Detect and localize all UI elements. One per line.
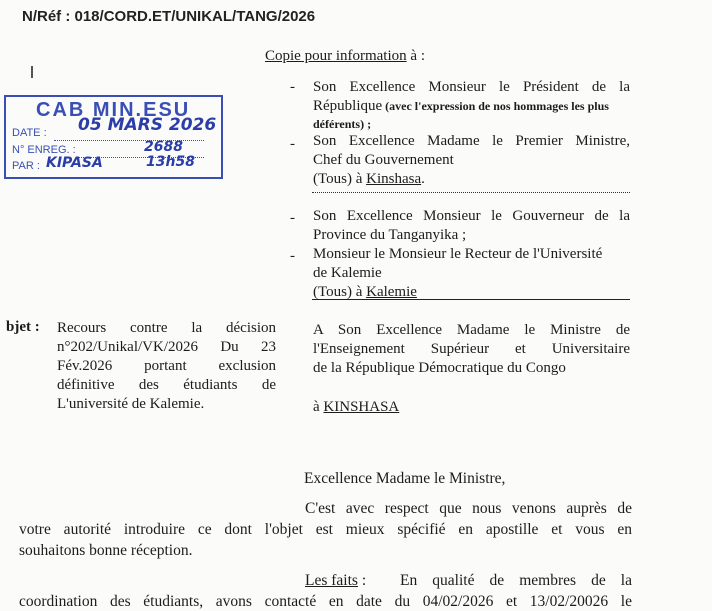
reception-stamp <box>4 95 223 179</box>
faits-colon: : <box>357 572 367 589</box>
bullet-dash: - <box>290 210 295 226</box>
recipient-line: Province du Tanganyika ; <box>313 227 467 243</box>
dotted-separator <box>312 192 630 193</box>
paragraph-line: C'est avec respect que nous venons auprès de <box>305 500 632 517</box>
bullet-dash: - <box>290 248 295 264</box>
recipient-line: Chef du Gouvernement <box>313 152 454 168</box>
addressee-line: de la République Démocratique du Congo <box>313 360 566 376</box>
recipient-line: . <box>421 171 425 187</box>
margin-mark <box>31 66 33 78</box>
objet-line: Recours contre la décision <box>57 320 276 336</box>
stamp-enreg-value: 2688 <box>144 139 183 155</box>
bullet-dash: - <box>290 136 295 152</box>
recipient-place: Kalemie <box>366 284 417 300</box>
recipient-place: Kinshasa <box>366 171 422 187</box>
stamp-title: CAB MIN.ESU <box>36 99 191 121</box>
stamp-date-label: DATE : <box>12 127 47 139</box>
recipient-line: Son Excellence Monsieur le Gouverneur de la <box>313 208 630 224</box>
recipient-note-end: déférents) ; <box>313 117 372 131</box>
objet-line: définitive des étudiants de <box>57 377 276 393</box>
paragraph-line: votre autorité introduire ce dont l'objet est mieux spécifié en apostille et vous en <box>19 521 632 538</box>
recipient-line: Son Excellence Madame le Premier Ministre, <box>313 133 630 149</box>
recipient-note: (avec l'expression de nos hommages les plus <box>382 99 609 113</box>
reference-number: N/Réf : 018/CORD.ET/UNIKAL/TANG/2026 <box>22 8 316 25</box>
recipient-line: République <box>313 98 383 114</box>
addressee-line: l'Enseignement Supérieur et Universitaire <box>313 341 630 357</box>
addressee-city-name: KINSHASA <box>323 399 400 415</box>
stamp-time-value: 13h58 <box>146 154 195 170</box>
copy-recipient-president <box>313 78 630 132</box>
copy-heading-label: Copie pour information <box>265 48 407 64</box>
faits-label: Les faits <box>305 572 358 589</box>
recipient-line: (Tous) à <box>313 171 367 187</box>
paragraph-line: En qualité de membres de la <box>400 572 632 589</box>
stamp-enreg-label: N° ENREG. : <box>12 144 76 156</box>
recipient-line: Monsieur le Monsieur le Recteur de l'Université <box>313 246 603 262</box>
objet-label: bjet : <box>6 319 40 335</box>
recipient-line: de Kalemie <box>313 265 382 281</box>
copy-heading <box>265 48 425 65</box>
stamp-date-value: 05 MARS 2026 <box>78 115 217 135</box>
objet-line: Fév.2026 portant exclusion <box>57 358 276 374</box>
faits-heading <box>305 572 366 590</box>
objet-text <box>57 319 276 414</box>
recipient-line: Son Excellence Monsieur le Président de la <box>313 79 630 95</box>
addressee-city <box>313 399 399 416</box>
paragraph-line: coordination des étudiants, avons contacté en date du 04/02/2026 et 13/02/20026 le <box>19 593 632 610</box>
copy-recipient-governor <box>313 207 630 245</box>
objet-line: n°202/Unikal/VK/2026 Du 23 <box>57 339 276 355</box>
paragraph-line: souhaitons bonne réception. <box>19 542 193 559</box>
recipient-line: (Tous) à <box>313 284 367 300</box>
stamp-par-label: PAR : <box>12 160 40 172</box>
objet-line: L'université de Kalemie. <box>57 396 205 412</box>
copy-heading-tail: à : <box>406 48 425 64</box>
addressee-line: A Son Excellence Madame le Ministre de <box>313 322 630 338</box>
salutation: Excellence Madame le Ministre, <box>304 470 506 487</box>
solid-separator <box>312 299 630 300</box>
copy-recipient-prime-minister <box>313 132 630 189</box>
copy-recipient-rector <box>313 245 602 302</box>
stamp-par-value: KIPASA <box>46 155 103 171</box>
addressee-city-prefix: à <box>313 399 324 415</box>
addressee-block <box>313 321 630 378</box>
bullet-dash: - <box>290 79 295 95</box>
